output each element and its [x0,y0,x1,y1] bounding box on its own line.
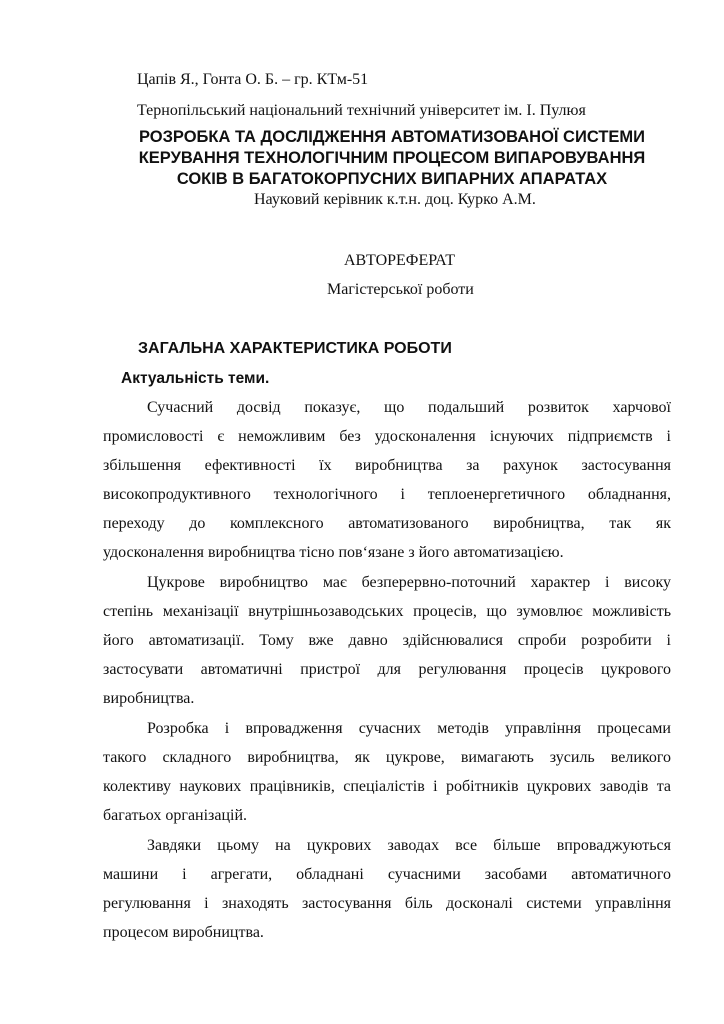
paragraph-line: застосувати автоматичні пристрої для регулювання процесів цукрового [103,661,671,678]
paragraph-line: промисловості є неможливим без удосконалення існуючих підприємств і [103,428,671,445]
document-title [100,127,684,190]
paragraph-line: колективу наукових працівників, спеціалістів і робітників цукрових заводів та [103,778,671,795]
section-heading: ЗАГАЛЬНА ХАРАКТЕРИСТИКА РОБОТИ [138,340,452,357]
paragraph-1 [103,393,671,567]
paragraph-3 [103,714,671,830]
paragraph-line: виробництва. [103,690,195,707]
paragraph-line: Цукрове виробництво має безперервно-поточний характер і високу [147,574,671,591]
university-line: Тернопільський національний технічний університет ім. І. Пулюя [137,102,586,119]
document-subtype: Магістерської роботи [327,281,474,298]
paragraph-line: удосконалення виробництва тісно пов‘язане з його автоматизацією. [103,544,564,561]
section-subheading: Актуальність теми. [121,370,270,387]
paragraph-2 [103,568,671,713]
paragraph-line: високопродуктивного технологічного і теплоенергетичного обладнання, [103,486,671,503]
paragraph-line: машини і агрегати, обладнані сучасними засобами автоматичного [103,866,671,883]
paragraph-line: процесом виробництва. [103,924,264,941]
authors-line: Цапів Я., Гонта О. Б. – гр. КТм-51 [137,71,369,88]
paragraph-4 [103,831,671,947]
paragraph-line: такого складного виробництва, як цукрове, вимагають зусиль великого [103,749,671,766]
title-line-2: КЕРУВАННЯ ТЕХНОЛОГІЧНИМ ПРОЦЕСОМ ВИПАРОВУВАННЯ [138,149,646,167]
paragraph-line: регулювання і знаходять застосування біль досконалі системи управління [103,895,671,912]
paragraph-line: Сучасний досвід показує, що подальший розвиток харчової [147,399,671,416]
paragraph-line: Розробка і впровадження сучасних методів управління процесами [147,720,671,737]
paragraph-line: степінь механізації внутрішньозаводських процесів, що зумовлює можливість [103,603,671,620]
paragraph-line: його автоматизації. Тому вже давно здійснювалися спроби розробити і [103,632,671,649]
title-line-3: СОКІВ В БАГАТОКОРПУСНИХ ВИПАРНИХ АПАРАТАХ [176,170,608,188]
advisor-line: Науковий керівник к.т.н. доц. Курко А.М. [254,191,536,208]
document-type: АВТОРЕФЕРАТ [344,252,455,269]
title-line-1: РОЗРОБКА ТА ДОСЛІДЖЕННЯ АВТОМАТИЗОВАНОЇ СИСТЕМИ [138,128,646,146]
paragraph-line: Завдяки цьому на цукрових заводах все більше впроваджуються [147,837,671,854]
paragraph-line: збільшення ефективності їх виробництва за рахунок застосування [103,457,671,474]
paragraph-line: багатьох організацій. [103,807,248,824]
paragraph-line: переходу до комплексного автоматизованого виробництва, так як [103,515,671,532]
